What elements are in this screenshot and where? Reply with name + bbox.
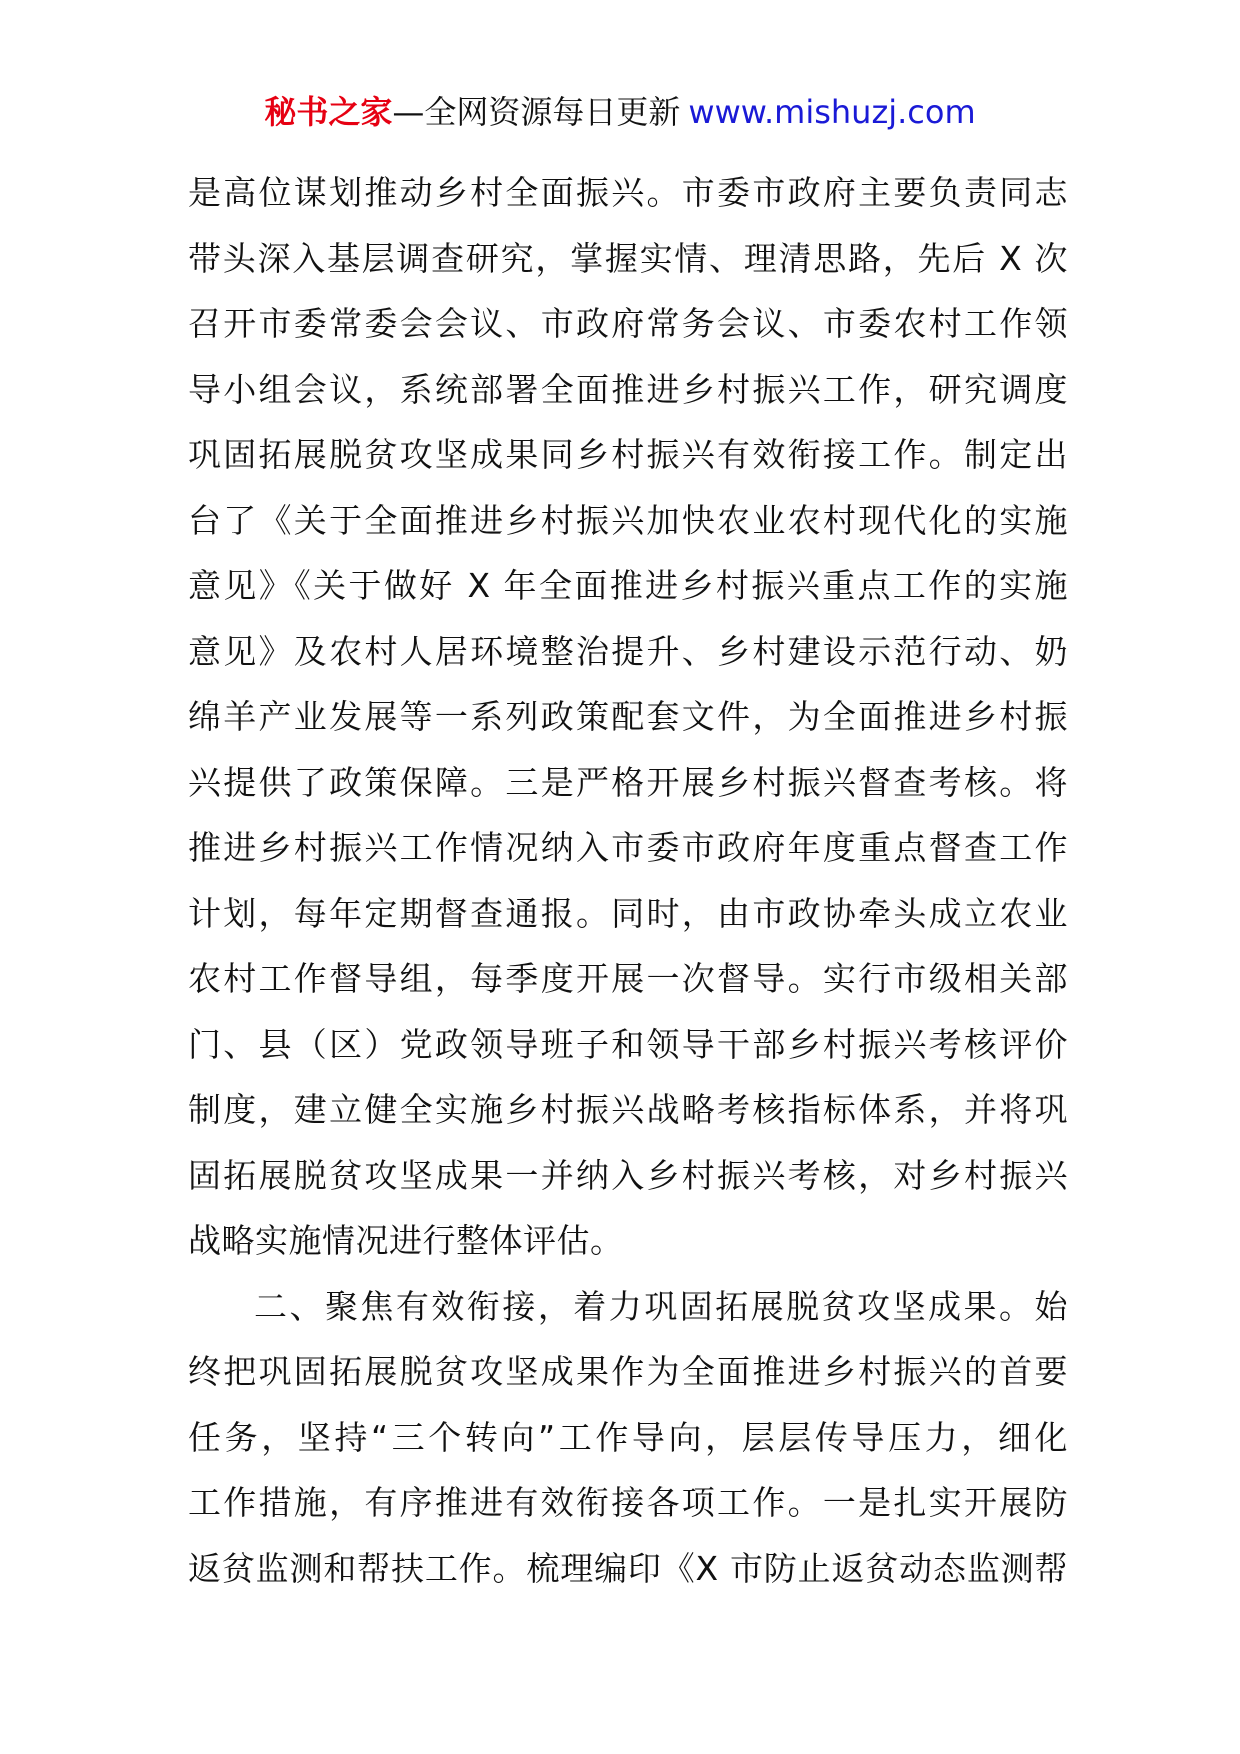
text-line: 台了《关于全面推进乡村振兴加快农业农村现代化的实施 (188, 500, 1068, 540)
brand-name: 秘书之家 (264, 93, 393, 131)
text-line: 兴提供了政策保障。三是严格开展乡村振兴督查考核。将 (188, 762, 1068, 802)
text-line: 推进乡村振兴工作情况纳入市委市政府年度重点督查工作 (188, 828, 1068, 867)
text-line: 返贫监测和帮扶工作。梳理编印《X 市防止返贫动态监测帮 (188, 1548, 1068, 1588)
document-body (188, 160, 1068, 1601)
text-line: 意见》及农村人居环境整治提升、乡村建设示范行动、奶 (188, 631, 1068, 671)
text-line: 门、县（区）党政领导班子和领导干部乡村振兴考核评价 (188, 1024, 1068, 1064)
site-header (0, 92, 1240, 132)
text-line: 带头深入基层调查研究，掌握实情、理清思路，先后 X 次 (188, 238, 1068, 278)
text-line: 固拓展脱贫攻坚成果一并纳入乡村振兴考核，对乡村振兴 (188, 1155, 1068, 1195)
text-line: 巩固拓展脱贫攻坚成果同乡村振兴有效衔接工作。制定出 (188, 435, 1068, 474)
text-line: 制度，建立健全实施乡村振兴战略考核指标体系，并将巩 (188, 1090, 1068, 1129)
text-line: 导小组会议，系统部署全面推进乡村振兴工作，研究调度 (188, 369, 1068, 409)
text-line: 召开市委常委会会议、市政府常务会议、市委农村工作领 (188, 304, 1068, 343)
text-line: 农村工作督导组，每季度开展一次督导。实行市级相关部 (188, 959, 1068, 998)
text-line: 是高位谋划推动乡村全面振兴。市委市政府主要负责同志 (188, 173, 1068, 212)
text-line: 绵羊产业发展等一系列政策配套文件，为全面推进乡村振 (188, 697, 1068, 736)
text-line: 计划，每年定期督查通报。同时，由市政协牵头成立农业 (188, 893, 1068, 933)
text-line: 意见》《关于做好 X 年全面推进乡村振兴重点工作的实施 (188, 566, 1068, 605)
section-heading-line: 二、聚焦有效衔接，着力巩固拓展脱贫攻坚成果。始 (254, 1286, 1068, 1326)
text-line: 终把巩固拓展脱贫攻坚成果作为全面推进乡村振兴的首要 (188, 1352, 1068, 1391)
text-line: 工作措施，有序推进有效衔接各项工作。一是扎实开展防 (188, 1483, 1068, 1522)
header-tagline: —全网资源每日更新 (392, 93, 681, 131)
site-url-link[interactable]: www.mishuzj.com (688, 93, 976, 131)
text-line: 任务，坚持“三个转向”工作导向，层层传导压力，细化 (188, 1417, 1068, 1457)
text-line: 战略实施情况进行整体评估。 (188, 1221, 624, 1260)
